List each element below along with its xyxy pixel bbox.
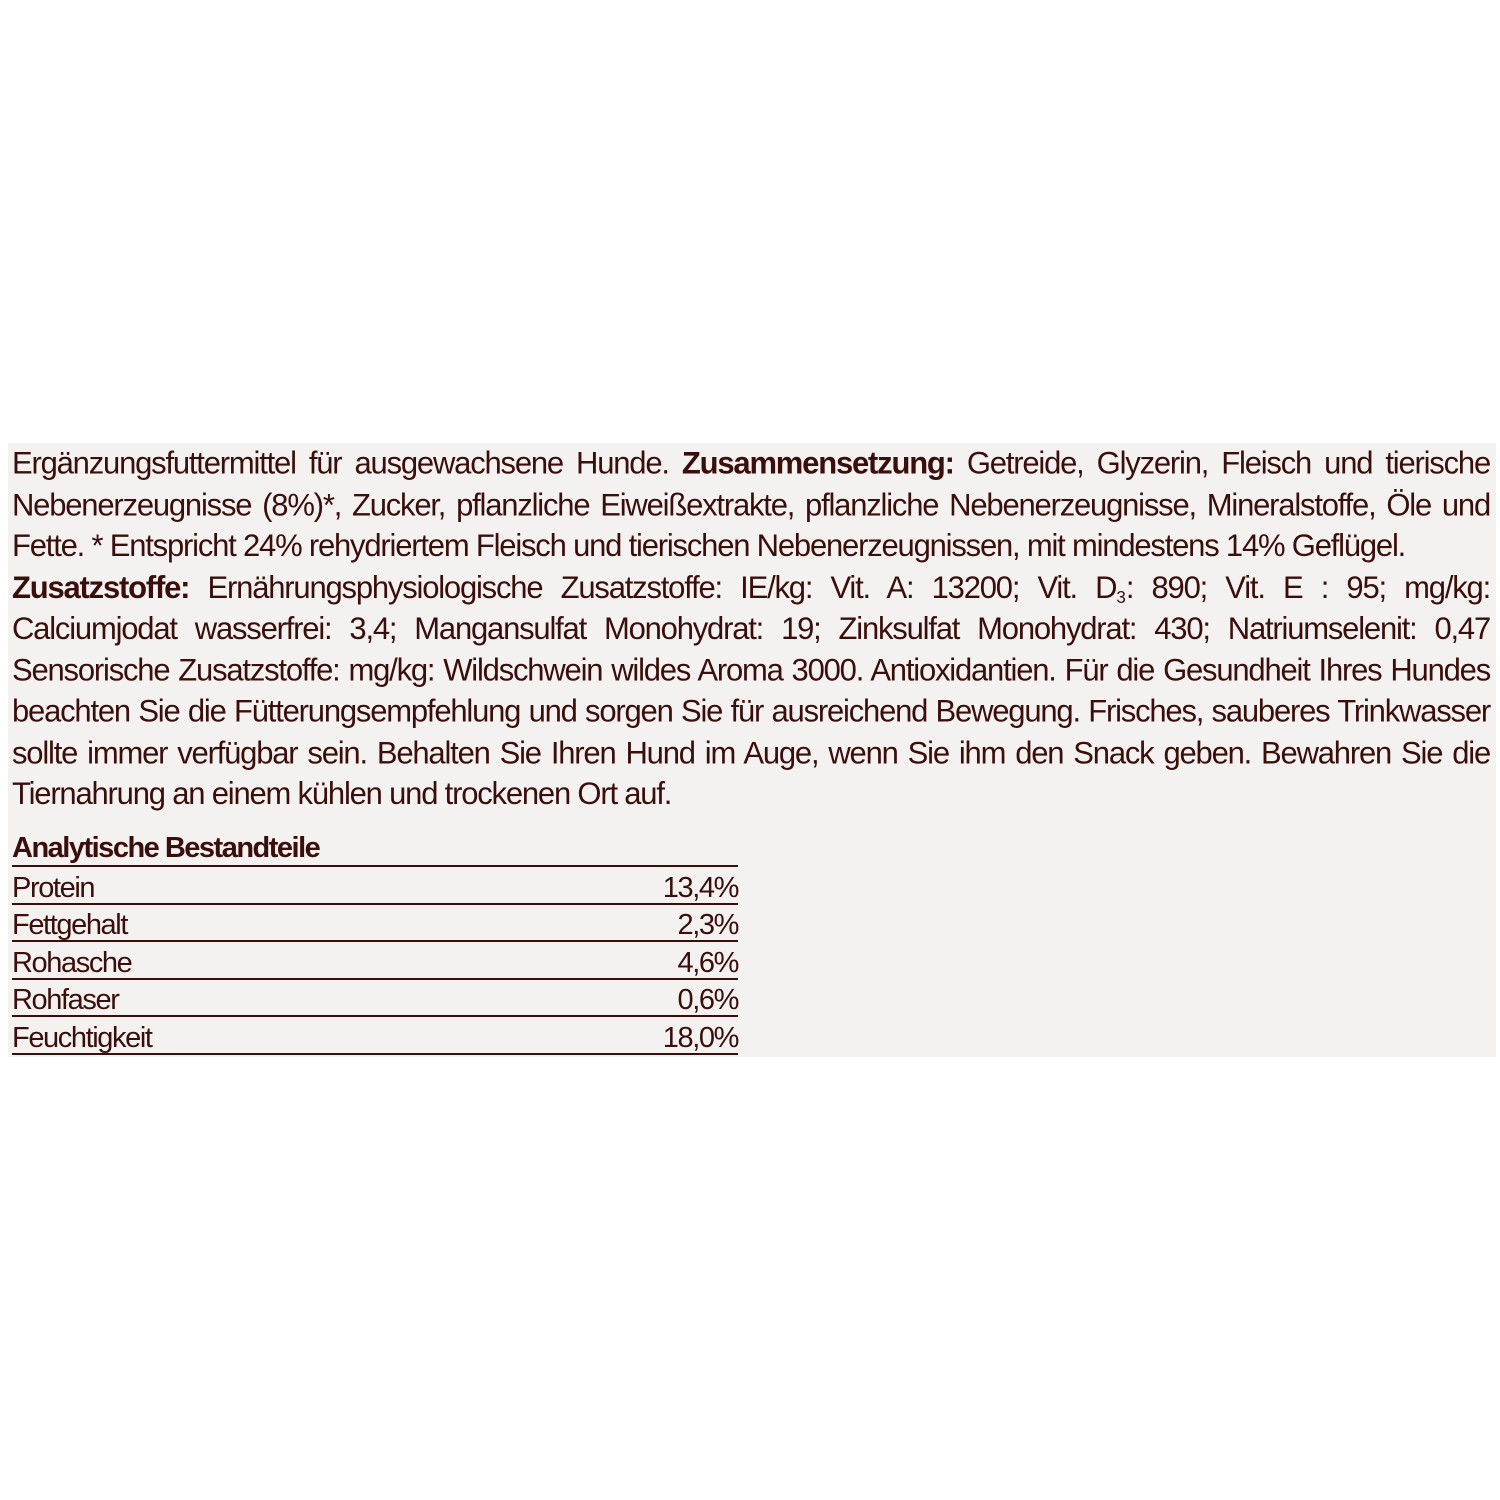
row-label-rohasche: Rohasche [12,946,132,979]
table-row [12,1017,738,1055]
row-label-feuchtigkeit: Feuchtigkeit [12,1021,152,1054]
additives-text-part-1: Ernährungsphysiologische Zusatzstoffe: IE/kg: Vit. A: 13200; Vit. D [189,568,1117,605]
table-row [12,867,738,905]
additives-text-part-2: : 890; Vit. E : 95; mg/kg: Calciumjodat wasserfrei: 3,4; Mangansulfat Monohydrat: 19; Zinksulfat Monohydrat: 430; Natriumselenit: 0,47 Sensorische Zusatzstoffe: mg/kg: Wildschwein wildes Aroma 3000. Antioxidantien. Für die Gesundheit Ihres Hundes beachten Sie die Fütterungsempfehlung und sorgen Sie für ausreichend Bewegung. Frisches, sauberes Trinkwasser sollte immer verfügbar sein. Behalten Sie Ihren Hund im Auge, wenn Sie ihm den Snack geben. Bewahren Sie die Tiernahrung an einem kühlen und trockenen Ort auf. [12,568,1490,812]
ingredients-panel [8,443,1496,1057]
row-value-feuchtigkeit: 18,0% [662,1021,738,1054]
analysis-table [12,831,738,1055]
ingredients-paragraph [12,443,1490,815]
row-label-fettgehalt: Fettgehalt [12,909,127,941]
row-value-rohasche: 4,6% [677,946,738,979]
additives-heading: Zusatzstoffe: [12,568,190,605]
vitamin-d-subscript: 3 [1116,587,1126,607]
table-row [12,905,738,943]
row-label-protein: Protein [12,871,95,904]
table-row [12,980,738,1018]
row-label-rohfaser: Rohfaser [12,984,119,1016]
row-value-protein: 13,4% [662,871,738,904]
intro-text: Ergänzungsfuttermittel für ausgewachsene Hunde. [12,445,682,481]
table-row [12,942,738,980]
analysis-table-heading: Analytische Bestandteile [12,831,738,867]
row-value-fettgehalt: 2,3% [677,909,738,941]
ingredients-text [12,443,1490,815]
composition-text: Getreide, Glyzerin, Fleisch und tierische Nebenerzeugnisse (8%)*, Zucker, pflanzliche Eiweißextrakte, pflanzliche Nebenerzeugnisse, Mineralstoffe, Öle und Fette. * Entspricht 24% rehydriertem Fleisch und tierischen Nebenerzeugnissen, mit mindestens 14% Geflügel. [12,445,1490,564]
row-value-rohfaser: 0,6% [677,984,738,1016]
composition-heading: Zusammensetzung: [681,445,954,481]
